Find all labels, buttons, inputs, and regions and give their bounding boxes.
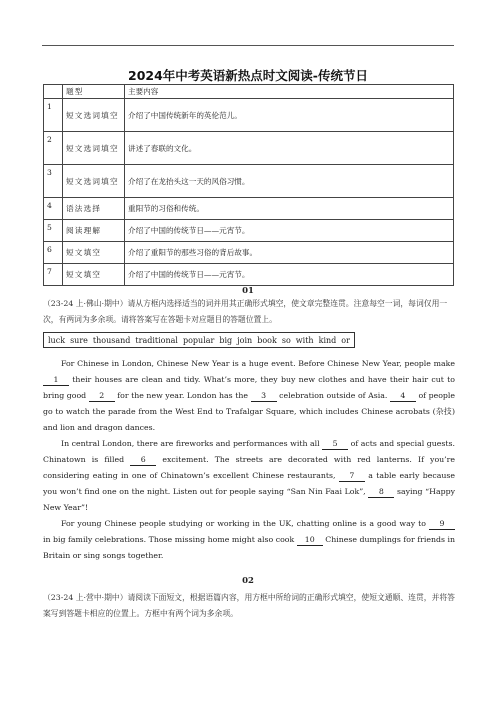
- word-item: book: [257, 336, 277, 345]
- table-row: [44, 264, 454, 286]
- word-item: join: [237, 336, 253, 345]
- row-type: 阅读理解: [63, 220, 125, 242]
- row-type: 短文选词填空: [63, 132, 125, 165]
- blank-9[interactable]: 9: [429, 518, 455, 530]
- blank-8[interactable]: 8: [368, 486, 394, 498]
- row-content: 介绍了在龙抬头这一天的风俗习惯。: [125, 165, 454, 198]
- blank-4[interactable]: 4: [390, 390, 416, 402]
- row-num: 6: [44, 242, 63, 264]
- header-rule: [42, 45, 454, 46]
- row-num: 1: [44, 99, 63, 132]
- row-content: 重阳节的习俗和传统。: [125, 198, 454, 220]
- topic-table: [43, 84, 454, 286]
- row-content: 介绍了中国的传统节日——元宵节。: [125, 264, 454, 286]
- section1-instructions: （23-24 上·佛山·期中）请从方框内选择适当的词并用其正确形式填空，使文章完整连贯。注意每空一词，每词仅用一次，有两词为多余项。请将答案写在答题卡对应题目的答题位置上。: [43, 299, 448, 324]
- section-number-02: 02: [242, 576, 254, 586]
- word-item: traditional: [135, 336, 178, 345]
- word-item: thousand: [92, 336, 131, 345]
- row-num: 3: [44, 165, 63, 198]
- page-title: 2024年中考英语新热点时文阅读-传统节日: [128, 68, 368, 83]
- word-item: or: [341, 336, 350, 345]
- row-type: 短文选词填空: [63, 165, 125, 198]
- paragraph-2: In central London, there are fireworks and performances with all 5 of acts and special guests. Chinatown is filled 6 excitement. The streets are decorated with red lanterns. If you’re considering eating in one of Chinatown’s excellent Chinese restaurants, 7 a table early because you won’t find one on the night. Listen out for people saying “San Nin Faai Lok”, 8 saying “Happy New Year”!: [43, 439, 455, 512]
- table-row: [44, 198, 454, 220]
- row-num: 7: [44, 264, 63, 286]
- passage-1: [43, 356, 455, 564]
- table-row: [44, 220, 454, 242]
- row-content: 介绍了中国传统新年的英伦范儿。: [125, 99, 454, 132]
- blank-5[interactable]: 5: [322, 438, 348, 450]
- row-type: 语法选择: [63, 198, 125, 220]
- blank-1[interactable]: 1: [43, 374, 69, 386]
- header-num: [44, 85, 63, 99]
- row-content: 讲述了春联的文化。: [125, 132, 454, 165]
- row-type: 短文填空: [63, 264, 125, 286]
- row-num: 5: [44, 220, 63, 242]
- word-item: so: [281, 336, 291, 345]
- table-row: [44, 99, 454, 132]
- word-item: kind: [318, 336, 337, 345]
- row-type: 短文填空: [63, 242, 125, 264]
- table-row: [44, 242, 454, 264]
- header-type: 题型: [63, 85, 125, 99]
- word-item: popular: [182, 336, 215, 345]
- blank-7[interactable]: 7: [339, 470, 365, 482]
- row-num: 2: [44, 132, 63, 165]
- word-item: with: [295, 336, 314, 345]
- table-header-row: [44, 85, 454, 99]
- paragraph-1: For Chinese in London, Chinese New Year is a huge event. Before Chinese New Year, people make 1 their houses are clean and tidy. What’s more, they buy new clothes and have their hair cut to bring good 2 for the new year. London has the 3 celebration outside of Asia. 4 of people go to watch the parade from the West End to Trafalgar Square, which includes Chinese acrobats (杂技) and lion and dragon dances.: [43, 359, 455, 432]
- blank-10[interactable]: 10: [297, 534, 323, 546]
- row-num: 4: [44, 198, 63, 220]
- word-box: [43, 332, 355, 348]
- blank-2[interactable]: 2: [89, 390, 115, 402]
- section-number-01: 01: [242, 286, 254, 296]
- word-item: sure: [70, 336, 88, 345]
- header-content: 主要内容: [125, 85, 454, 99]
- blank-3[interactable]: 3: [251, 390, 277, 402]
- table-row: [44, 165, 454, 198]
- blank-6[interactable]: 6: [130, 454, 156, 466]
- word-item: luck: [48, 336, 66, 345]
- paragraph-3: For young Chinese people studying or working in the UK, chatting online is a good way to 9 in big family celebrations. Those missing home might also cook 10 Chinese dumplings for friends in Britain or sing songs together.: [43, 519, 455, 560]
- row-content: 介绍了中国的传统节日——元宵节。: [125, 220, 454, 242]
- row-type: 短文选词填空: [63, 99, 125, 132]
- word-item: big: [219, 336, 233, 345]
- table-row: [44, 132, 454, 165]
- row-content: 介绍了重阳节的那些习俗的背后故事。: [125, 242, 454, 264]
- section2-instructions: （23-24 上·营中·期中）请阅读下面短文，根据语篇内容，用方框中所给词的正确形式填空，使短文通顺、连贯，并将答案写到答题卡相应的位置上。方框中有两个词为多余项。: [43, 593, 455, 618]
